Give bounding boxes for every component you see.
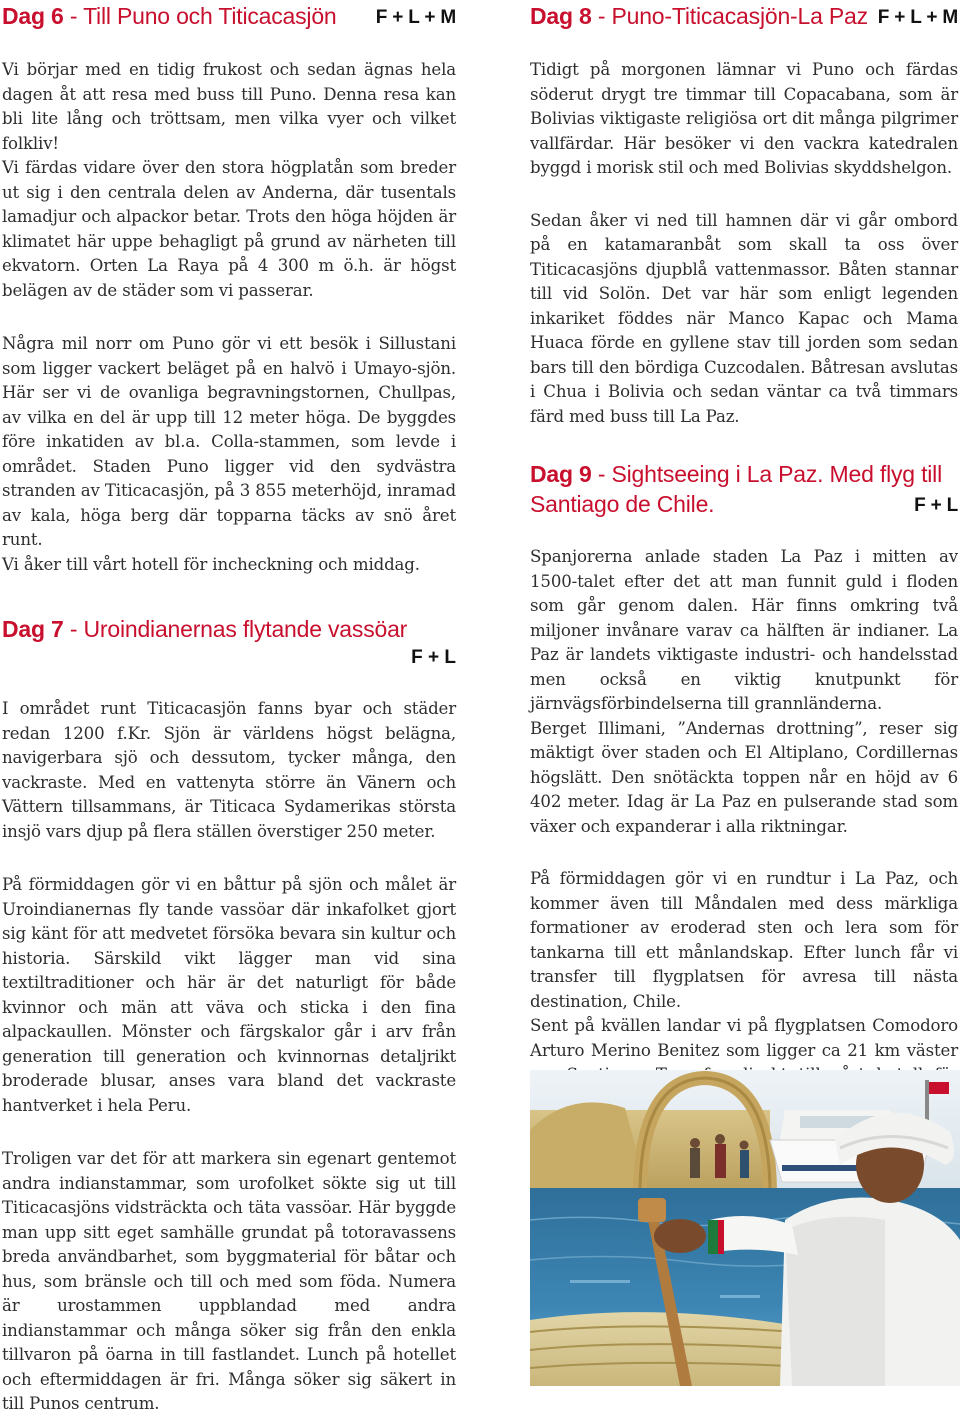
day8-label: Dag 8 xyxy=(530,3,592,29)
day9-heading xyxy=(530,459,958,519)
day9-meals: F + L xyxy=(914,495,958,516)
day7-heading xyxy=(2,614,456,644)
day7-meals: F + L xyxy=(411,647,456,668)
right-column xyxy=(530,0,958,1112)
day9-paragraph-2: På förmiddagen gör vi en rundtur i La Paz, och kommer även till Måndalen med dess märkliga formationer av eroderad sten och lera som för tankarna till ett månlandskap. Efter lunch får vi transfer till flygplatsen för avresa till nästa destination, Chile. Sent på kvällen landar vi på flygplatsen Comodoro Arturo Merino Benitez som ligger ca 21 km väster xyxy=(530,869,958,1060)
day6-paragraph-1: Vi börjar med en tidig frukost och sedan ägnas hela dagen åt att resa med buss till Puno. Denna resa kan bli lite lång och tröttsam, men vilka vyer och vilket folkliv! Vi färdas vidare över den stora högplatån som breder ut sig i den centrala delen av Anderna, där tusentals lamadjur och alpackor betar. Trots den höga höjden är klimatet här uppe behagligt på grund av närheten till ekvatorn. Orten La Raya på 4 300 m ö.h. är högst belägen av de städer som vi passerar. xyxy=(2,60,456,300)
day8-meals: F + L + M xyxy=(877,7,958,28)
day7-paragraph-2: På förmiddagen gör vi en båttur på sjön och målet är Uroindianernas fly tande vassöar där inkafolket gjort sig känt för att medvetet försöka bevara sin kultur och historia. Särskild vikt lägger man vid sina textiltraditioner och här är det naturligt för både kvinnor och män att väva och sticka i den fina alpackaullen. Mönster och färgskalor går i arv från generation till generation och kvinnornas detaljrikt broderade blusar, anses vara bland det vackraste hantverket i hela Peru. xyxy=(2,875,456,1115)
day6-heading xyxy=(2,1,456,31)
day8-heading xyxy=(530,1,958,31)
day6-meals: F + L + M xyxy=(375,7,456,28)
day9-label: Dag 9 xyxy=(530,461,592,487)
day9-title-line-2: Santiago de Chile. xyxy=(530,491,715,517)
day6-label: Dag 6 xyxy=(2,3,64,29)
day8-paragraph-2: Sedan åker vi ned till hamnen där vi går ombord på en katamaranbåt som skall ta oss över Titicacasjöns djupblå vattenmassor. Båten stannar till vid Solön. Det var här som enligt legenden inkariket föddes när Manco Kapac och Mama Huaca förde en gyllene stav till jorden som sedan bars till den bördiga Cuzcodalen. Båtresan avslutas i Chua i Bolivia och sedan väntar ca två timmars färd med buss till La Paz. xyxy=(530,210,958,426)
day7-paragraph-1: I området runt Titicacasjön fanns byar och städer redan 1200 f.Kr. Sjön är världens högst belägna, navigerbara sjö och dessutom, tycker många, den vackraste. Med en vattenyta större än Vänern och Vättern tillsammans, är Titicaca Sydamerikas största insjö vars djup på flera ställen överstiger 250 meter. xyxy=(2,699,456,841)
photo-reed-boat-titicaca-icon xyxy=(530,1070,960,1386)
day7-paragraph-3: Troligen var det för att markera sin egenart gentemot andra indianstammar, som urofolket sökte sig ut till Titicacasjöns vidsträckta och täta vassöar. Här byggde man upp sitt eget samhälle grundat på totoravassens breda användbarhet, som byggmaterial för båtar och hus, som bränsle och till och med som föda. Numera är urostammen uppblandad med andra indianstammar och många söker sig från den enkla tillvaron på öarna in till fastlandet. Lunch på hotellet och eftermiddagen är fri. Många söker sig säkert in till Punos centrum. xyxy=(2,1149,456,1413)
left-column xyxy=(2,0,456,1417)
reed-boat-photo xyxy=(530,1070,960,1386)
day8-paragraph-1: Tidigt på morgonen lämnar vi Puno och färdas söderut drygt tre timmar till Copacabana, som är Bolivias viktigaste religiösa ort dit många pilgrimer vallfärdar. Här besöker vi den vackra katedralen byggd i morisk stil och med Bolivias skyddshelgon. xyxy=(530,60,958,177)
day7-title: - Uroindianernas flytande vassöar xyxy=(63,616,408,642)
day9-paragraph-1: Spanjorerna anlade staden La Paz i mitten av 1500-talet efter det att man funnit guld i floden som går genom dalen. Här finns omkring två miljoner invånare varav ca hälften är indianer. La Paz är landets viktigaste industri- och handelsstad men också en viktig knutpunkt för järnvägsförbindelserna till grannländerna. Berget Illimani, ”Andernas drottning”, reser sig mäktigt över staden och El Altiplano, Cordillernas högslätt. Den snötäckta toppen når en höjd av 6 402 meter. Idag är La Paz en pulserande stad som växer och expanderar i alla riktningar. xyxy=(530,547,958,836)
day6-title: - Till Puno och Titicacasjön xyxy=(63,3,337,29)
day7-label: Dag 7 xyxy=(2,616,64,642)
day8-title: - Puno-Titicacasjön-La Paz xyxy=(591,3,868,29)
day9-title-line-1: - Sightseeing i La Paz. Med flyg till xyxy=(591,461,942,487)
day6-paragraph-2: Några mil norr om Puno gör vi ett besök i Sillustani som ligger vackert beläget på en halvö i Umayo-sjön. Här ser vi de ovanliga begravningstornen, Chullpas, av vilka en del är upp till 12 meter höga. De byggdes före inkatiden av bl.a. Colla-stammen, som levde i området. Staden Puno ligger vid den sydvästra stranden av Titicacasjön, på 3 855 meterhöjd, inramad av kala, höga berg där topparna täcks av snö året runt. Vi åker till vårt hotell för incheckning och middag. xyxy=(2,334,456,574)
